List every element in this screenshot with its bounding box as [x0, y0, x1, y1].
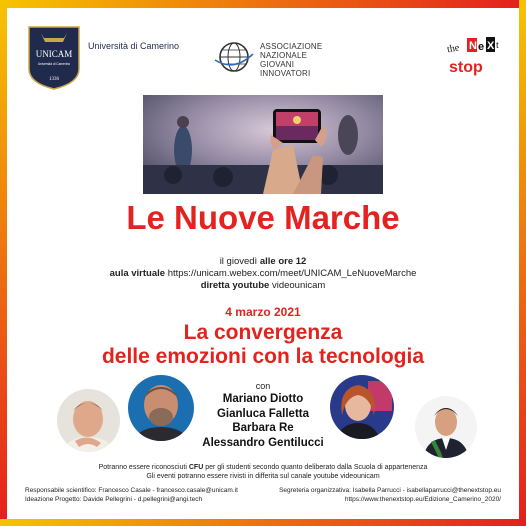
- svg-text:the: the: [446, 42, 461, 56]
- speaker-photo: [330, 375, 394, 439]
- speaker-photo: [57, 389, 120, 452]
- svg-text:stop: stop: [449, 59, 483, 76]
- edition-link[interactable]: https://www.thenextstop.eu/Edizione_Camerino_2020/: [344, 496, 501, 503]
- contacts-left: [25, 486, 238, 504]
- speaker-name: Barbara Re: [232, 422, 294, 434]
- with-label: con: [255, 381, 271, 391]
- speaker-name: Mariano Diotto: [222, 393, 304, 405]
- svg-text:e: e: [478, 41, 485, 53]
- virtual-room-line: [0, 268, 526, 279]
- unicam-logo-text: UNICAM: [35, 49, 73, 59]
- hero-photo: [143, 95, 383, 194]
- frame-bottom: [0, 519, 526, 526]
- subtitle-line-1: La convergenza: [183, 321, 343, 344]
- angi-globe-icon: [213, 40, 255, 74]
- project-idea: Ideazione Progetto: Davide Pellegrini - d.pellegrini@angi.tech: [25, 496, 203, 503]
- angi-line: INNOVATORI: [260, 69, 311, 78]
- speaker-photo: [128, 375, 194, 441]
- event-date: 4 marzo 2021: [225, 305, 301, 319]
- svg-text:X: X: [487, 40, 495, 52]
- subtitle-line-2: delle emozioni con la tecnologia: [101, 345, 425, 368]
- secretariat: Segreteria organizzativa: Isabella Parrucci - isabellaparrucci@thenextstop.eu: [279, 487, 501, 494]
- virtual-room-link[interactable]: https://unicam.webex.com/meet/UNICAM_LeNuoveMarche: [167, 268, 417, 279]
- cfu-rest: per gli studenti secondo quanto deliberato dalla Scuola di appartenenza: [203, 464, 428, 471]
- university-name: Università di Camerino: [88, 41, 180, 51]
- contacts-right: [279, 486, 501, 504]
- thenextstop-logo: [445, 34, 505, 78]
- frame-top: [0, 0, 526, 8]
- youtube-line: [0, 280, 526, 291]
- angi-name: [260, 42, 322, 78]
- schedule-time: alle ore 12: [259, 256, 307, 267]
- angi-line: NAZIONALE: [260, 51, 308, 60]
- virtual-room-label: aula virtuale: [109, 268, 168, 279]
- unicam-logo: [27, 25, 81, 91]
- schedule-line: [0, 256, 526, 267]
- schedule-prefix: il giovedì: [219, 256, 260, 267]
- svg-text:t: t: [496, 40, 499, 51]
- event-title: Le Nuove Marche: [126, 199, 400, 236]
- event-subtitle: [0, 321, 526, 369]
- scientific-lead: Responsabile scientifico: Francesco Casale - francesco.casale@unicam.it: [25, 487, 238, 494]
- speaker-name: Alessandro Gentilucci: [202, 436, 324, 449]
- speaker-photo: [415, 396, 477, 458]
- speaker-name: Gianluca Falletta: [216, 407, 310, 420]
- youtube-label: diretta youtube: [200, 280, 272, 291]
- youtube-channel: videounicam: [271, 280, 326, 291]
- svg-text:N: N: [469, 40, 477, 52]
- cfu-bold: CFU: [188, 464, 204, 471]
- angi-line: ASSOCIAZIONE: [260, 42, 323, 51]
- unicam-logo-sub: Università di Camerino: [37, 62, 71, 66]
- cfu-note: [0, 464, 526, 471]
- cfu-prefix: Potranno essere riconosciuti: [98, 464, 189, 471]
- unicam-logo-year: 1336: [49, 77, 59, 82]
- replay-note: Gli eventi potranno essere rivisti in differita sul canale youtube videounicam: [146, 473, 380, 480]
- angi-line: GIOVANI: [260, 60, 295, 69]
